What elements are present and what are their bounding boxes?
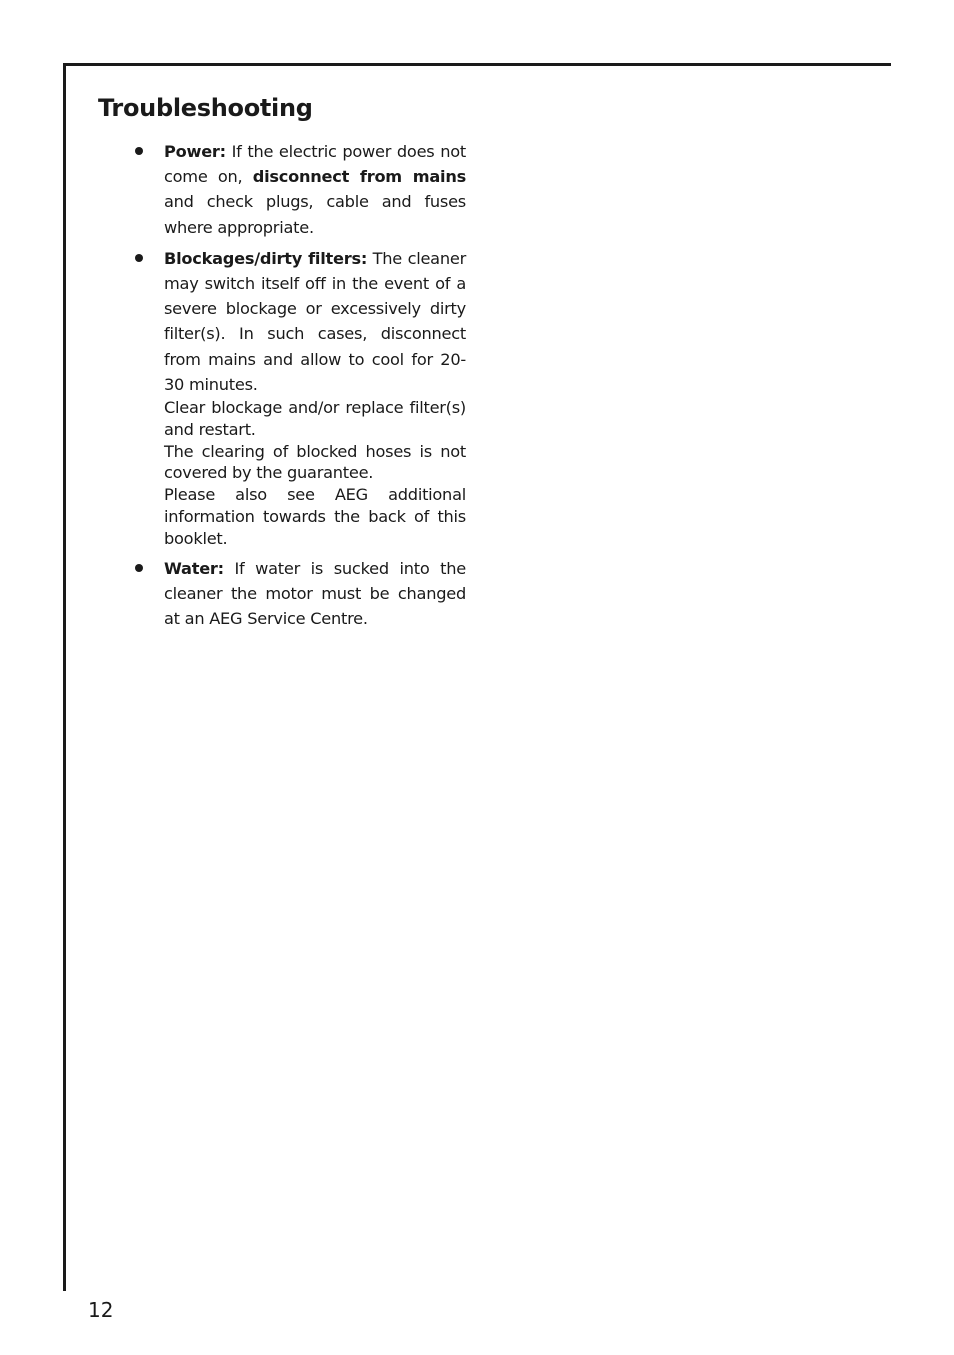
- power-paragraph: [164, 139, 466, 240]
- blockages-extra-clear: Clear blockage and/or replace filter(s) and restart.: [164, 398, 466, 439]
- page-title: Troubleshooting: [98, 94, 313, 122]
- list-item-power: [130, 139, 466, 240]
- blockages-label: Blockages/dirty filters:: [164, 248, 368, 268]
- water-paragraph: [164, 556, 466, 632]
- frame-top-rule: [63, 63, 891, 66]
- blockages-paragraph: [164, 246, 466, 397]
- power-text-b: and check plugs, cable and fuses where appropriate.: [164, 192, 466, 237]
- bullet-icon: [135, 147, 143, 155]
- list-item-blockages: [130, 246, 466, 550]
- page-number: 12: [88, 1298, 114, 1322]
- water-label: Water:: [164, 558, 224, 578]
- bullet-icon: [135, 564, 143, 572]
- list-item-water: [130, 556, 466, 632]
- water-text: If water is sucked into the cleaner the motor must be changed at an AEG Service Centre.: [164, 558, 466, 629]
- power-label: Power:: [164, 142, 226, 161]
- power-text-a: If the electric power does not come on,: [164, 142, 466, 187]
- blockages-text: The cleaner may switch itself off in the event of a severe blockage or excessively dirty filter(s). In such cases, disconnect from mains and allow to cool for 20-30 minutes.: [164, 248, 466, 394]
- power-bold-instruction: disconnect from mains: [252, 167, 466, 187]
- frame-left-rule: [63, 63, 66, 1291]
- troubleshooting-list: [130, 139, 466, 637]
- blockages-extra-guarantee: The clearing of blocked hoses is not covered by the guarantee.: [164, 441, 466, 483]
- blockages-extra-info: Please also see AEG additional information towards the back of this booklet.: [164, 485, 466, 548]
- bullet-icon: [135, 254, 143, 262]
